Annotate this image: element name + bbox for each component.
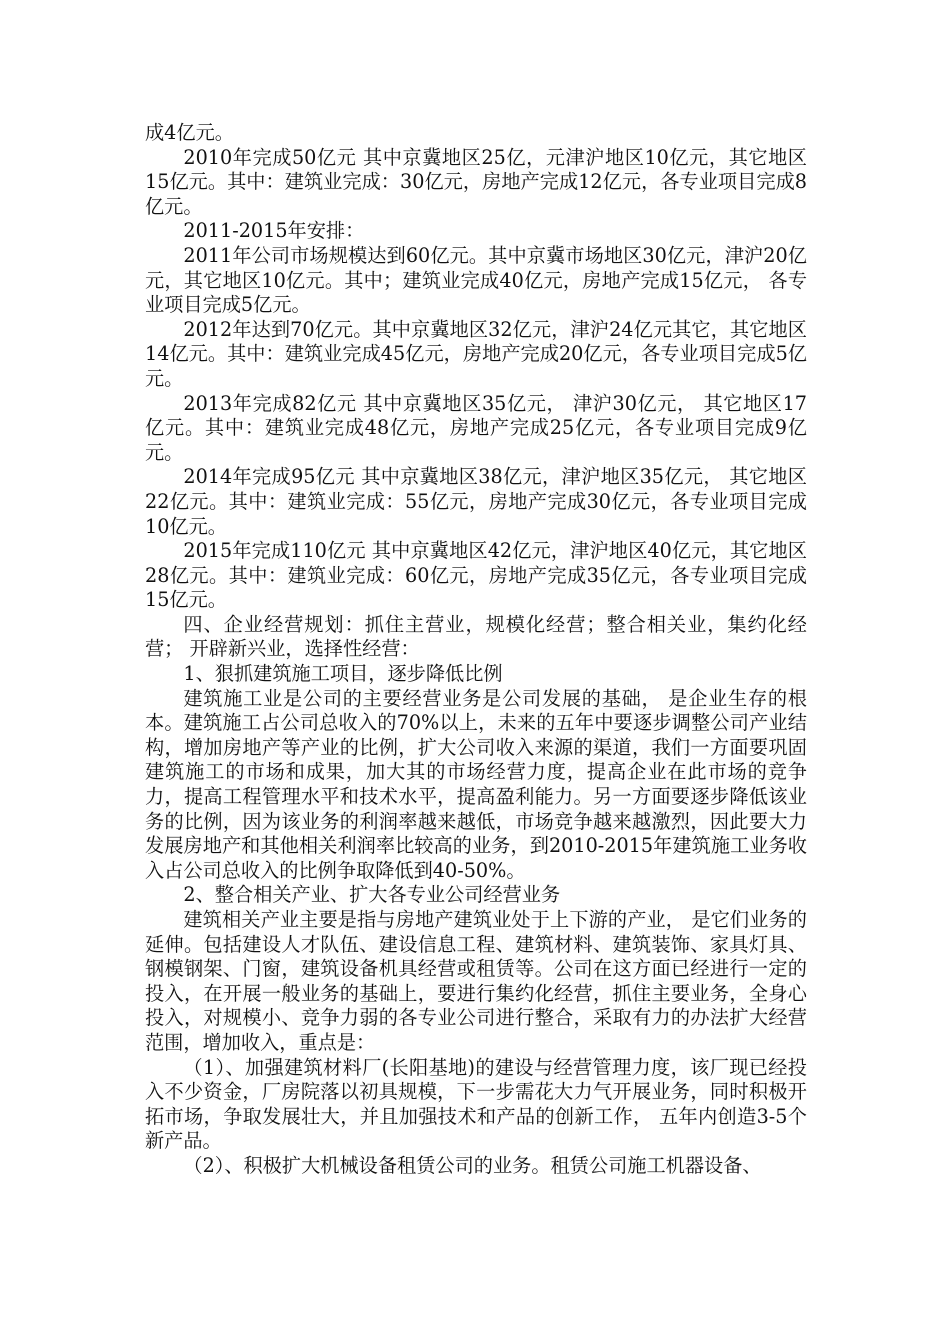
section-heading: 四、企业经营规划：抓住主营业，规模化经营；整合相关业，集约化经营； 开辟新兴业，选择性经营： [145,612,807,661]
paragraph: 2010年完成50亿元 其中京冀地区25亿，元津沪地区10亿元，其它地区15亿元。其中：建筑业完成：30亿元，房地产完成12亿元，各专业项目完成8亿元。 [145,145,807,218]
paragraph: 成4亿元。 [145,121,234,144]
subsection-heading: 1、狠抓建筑施工项目，逐步降低比例 [183,662,503,686]
list-item: （2）、积极扩大机械设备租赁公司的业务。租赁公司施工机器设备、 [183,1153,762,1177]
list-item: （1）、加强建筑材料厂(长阳基地)的建设与经营管理力度，该厂现已经投入不少资金，厂房院落以初具规模，下一步需花大力气开展业务，同时积极开拓市场，争取发展壮大，并且加强技术和产品的创新工作， 五年内创造3-5个新产品。 [145,1055,807,1153]
paragraph: 2011年公司市场规模达到60亿元。其中京冀市场地区30亿元，津沪20亿元，其它地区10亿元。其中；建筑业完成40亿元，房地产完成15亿元， 各专业项目完成5亿元。 [145,243,808,317]
paragraph: 2013年完成82亿元 其中京冀地区35亿元， 津沪30亿元， 其它地区17亿元。其中：建筑业完成48亿元，房地产完成25亿元，各专业项目完成9亿元。 [145,391,807,464]
document-body [145,121,807,1179]
paragraph: 2014年完成95亿元 其中京冀地区38亿元，津沪地区35亿元， 其它地区22亿元。其中：建筑业完成：55亿元，房地产完成30亿元，各专业项目完成10亿元。 [145,465,807,538]
subsection-heading: 2、整合相关产业、扩大各专业公司经营业务 [183,883,561,907]
paragraph: 2011-2015年安排： [183,219,365,243]
paragraph: 建筑相关产业主要是指与房地产建筑业处于上下游的产业， 是它们业务的延伸。包括建设人才队伍、建设信息工程、建筑材料、建筑装饰、家具灯具、钢模钢架、门窗，建筑设备机具经营或租赁等。公司在这方面已经进行一定的投入，在开展一般业务的基础上，要进行集约化经营，抓住主要业务，全身心投入，对规模小、竞争力弱的各专业公司进行整合，采取有力的办法扩大经营范围，增加收入，重点是： [145,908,807,1054]
paragraph: 2012年达到70亿元。其中京冀地区32亿元，津沪24亿元其它，其它地区14亿元。其中：建筑业完成45亿元，房地产完成20亿元，各专业项目完成5亿元。 [145,317,807,390]
paragraph: 2015年完成110亿元 其中京冀地区42亿元，津沪地区40亿元，其它地区28亿元。其中：建筑业完成：60亿元，房地产完成35亿元，各专业项目完成15亿元。 [145,539,807,612]
paragraph: 建筑施工业是公司的主要经营业务是公司发展的基础， 是企业生存的根本。建筑施工占公司总收入的70%以上，未来的五年中要逐步调整公司产业结构，增加房地产等产业的比例，扩大公司收入来源的渠道，我们一方面要巩固建筑施工的市场和成果，加大其的市场经营力度，提高企业在此市场的竞争力，提高工程管理水平和技术水平，提高盈利能力。另一方面要逐步降低该业务的比例，因为该业务的利润率越来越低，市场竞争越来越激烈，因此要大力发展房地产和其他相关利润率比较高的业务，到2010-2015年建筑施工业务收入占公司总收入的比例争取降低到40-50%。 [145,686,807,882]
